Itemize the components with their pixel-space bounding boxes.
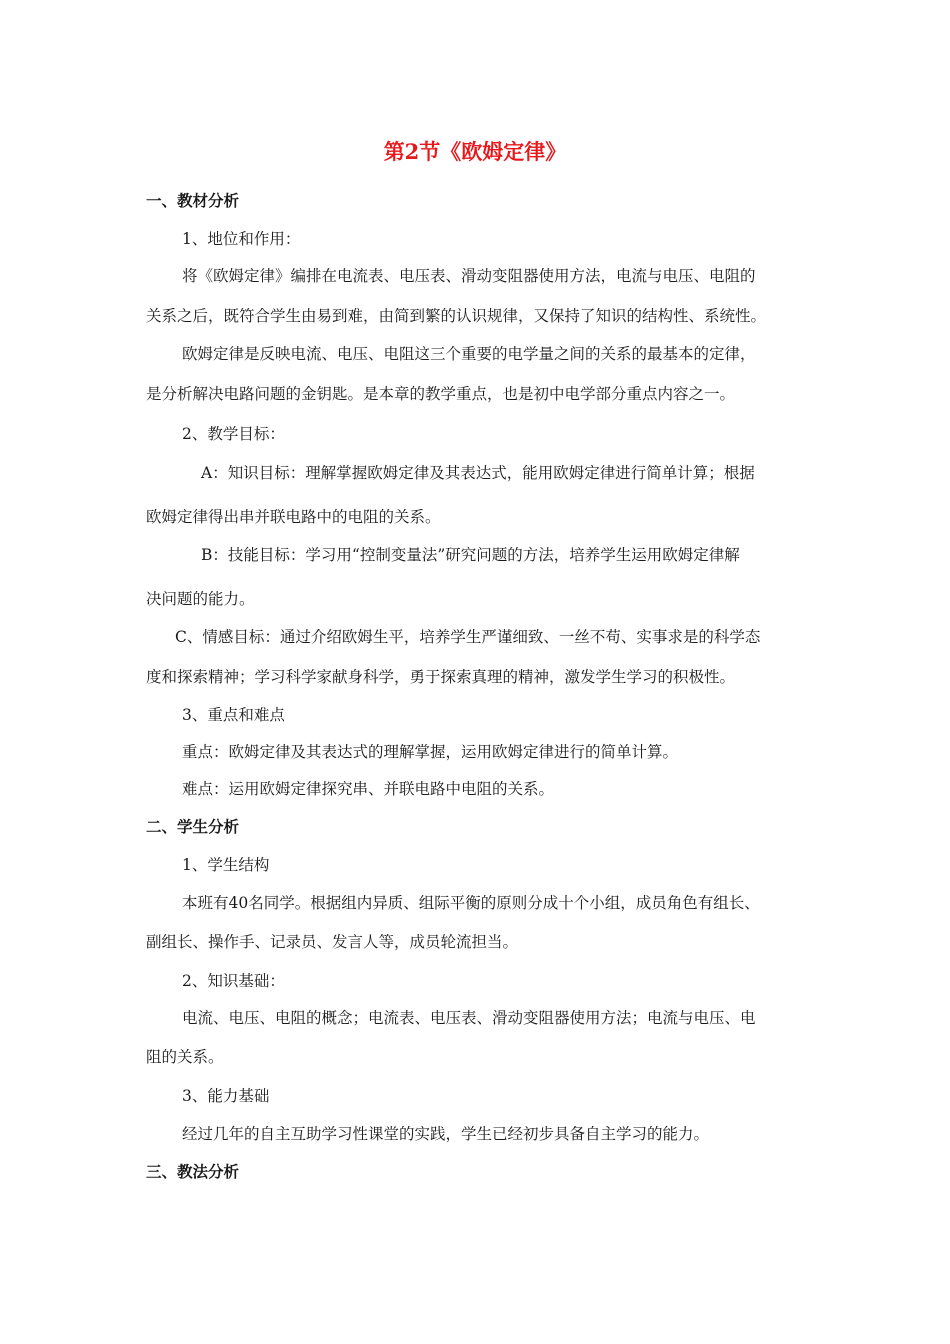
paragraph-line: 阻的关系。 xyxy=(146,1048,224,1066)
paragraph-line: 本班有40名同学。根据组内异质、组际平衡的原则分成十个小组，成员角色有组长、 xyxy=(182,894,760,912)
paragraph-line: 2、知识基础： xyxy=(182,972,285,990)
paragraph-line: 将《欧姆定律》编排在电流表、电压表、滑动变阻器使用方法，电流与电压、电阻的 xyxy=(182,267,756,285)
paragraph-line: 3、能力基础 xyxy=(182,1087,270,1105)
section-heading-1: 一、教材分析 xyxy=(146,191,240,210)
paragraph-line: 难点：运用欧姆定律探究串、并联电路中电阻的关系。 xyxy=(182,780,555,798)
paragraph-line: 欧姆定律是反映电流、电压、电阻这三个重要的电学量之间的关系的最基本的定律， xyxy=(182,345,756,363)
paragraph-line: 经过几年的自主互助学习性课堂的实践，学生已经初步具备自主学习的能力。 xyxy=(182,1125,710,1143)
paragraph-line: 关系之后，既符合学生由易到难，由简到繁的认识规律，又保持了知识的结构性、系统性。 xyxy=(146,307,767,325)
section-heading-3: 三、教法分析 xyxy=(146,1162,240,1181)
paragraph-line: 是分析解决电路问题的金钥匙。是本章的教学重点，也是初中电学部分重点内容之一。 xyxy=(146,385,736,403)
paragraph-line: 决问题的能力。 xyxy=(146,590,255,608)
paragraph-line: 2、教学目标： xyxy=(182,425,285,443)
paragraph-line: 1、地位和作用： xyxy=(182,230,301,248)
paragraph-line: 重点：欧姆定律及其表达式的理解掌握，运用欧姆定律进行的简单计算。 xyxy=(182,743,679,761)
doc-title: 第2节《欧姆定律》 xyxy=(383,139,567,164)
paragraph-line: B：技能目标：学习用“控制变量法”研究问题的方法，培养学生运用欧姆定律解 xyxy=(201,546,740,564)
paragraph-line: 欧姆定律得出串并联电路中的电阻的关系。 xyxy=(146,508,441,526)
paragraph-line: 1、学生结构 xyxy=(182,856,270,874)
paragraph-line: 3、重点和难点 xyxy=(182,706,285,724)
section-heading-2: 二、学生分析 xyxy=(146,817,240,836)
paragraph-line: C、情感目标：通过介绍欧姆生平，培养学生严谨细致、一丝不苟、实事求是的科学态 xyxy=(175,628,761,646)
paragraph-line: 电流、电压、电阻的概念；电流表、电压表、滑动变阻器使用方法；电流与电压、电 xyxy=(182,1009,756,1027)
paragraph-line: A：知识目标：理解掌握欧姆定律及其表达式，能用欧姆定律进行简单计算；根据 xyxy=(201,464,755,482)
paragraph-line: 副组长、操作手、记录员、发言人等，成员轮流担当。 xyxy=(146,933,519,951)
paragraph-line: 度和探索精神；学习科学家献身科学，勇于探索真理的精神，激发学生学习的积极性。 xyxy=(146,668,736,686)
